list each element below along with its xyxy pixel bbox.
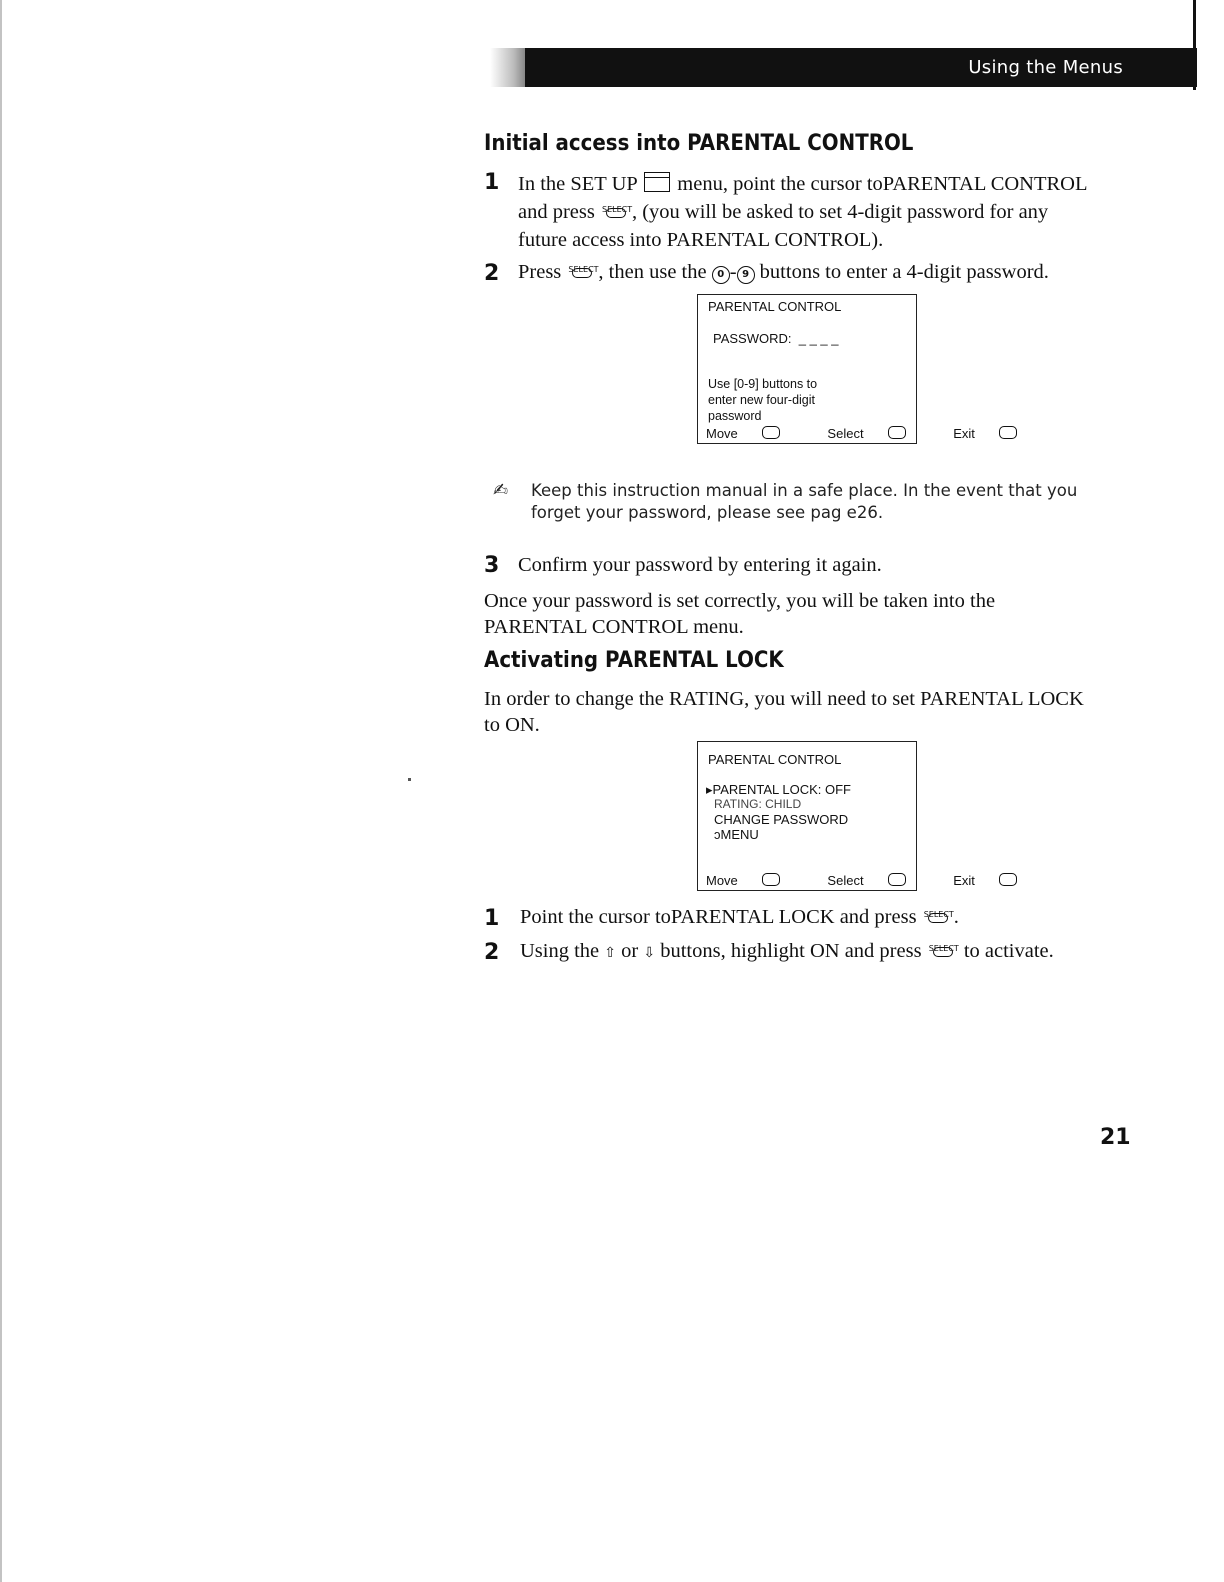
step3-text: Confirm your password by entering it again. xyxy=(518,554,882,576)
osd1-footer: Move Select Exit xyxy=(706,426,1039,441)
osd2-footer: Move Select Exit xyxy=(706,873,1039,888)
step3-number: 3 xyxy=(484,553,500,578)
note-text: Keep this instruction manual in a safe place. In the event that you forget your password, please see pag e26. xyxy=(531,481,1078,522)
select-button-icon: SELECT xyxy=(602,202,630,220)
select-icon xyxy=(888,873,906,886)
section2-intro: In order to change the RATING, you will need to set PARENTAL LOCK to ON. xyxy=(484,688,1084,736)
header-title: Using the Menus xyxy=(968,57,1123,78)
osd2-item-change-password: CHANGE PASSWORD xyxy=(714,812,849,827)
osd1-password-value: _ _ _ _ xyxy=(798,331,839,346)
step2-1-number: 1 xyxy=(484,906,500,931)
osd1-help3: password xyxy=(708,409,762,423)
osd2-title: PARENTAL CONTROL xyxy=(708,752,842,767)
step2-1-text: Point the cursor toPARENTAL LOCK and press SELECT . xyxy=(520,906,959,928)
header-bar xyxy=(525,48,1197,87)
step2-2-number: 2 xyxy=(484,940,500,965)
key-0-icon: 0 xyxy=(712,266,730,284)
section2-heading: Activating PARENTAL LOCK xyxy=(484,648,784,673)
select-button-icon: SELECT xyxy=(929,941,957,959)
note-pencil-icon: ✍ xyxy=(493,480,509,501)
step1-number: 1 xyxy=(484,170,500,195)
select-button-icon: SELECT xyxy=(568,262,596,280)
up-arrow-icon: ⇧ xyxy=(604,946,617,961)
page-edge-left xyxy=(0,0,2,1582)
key-9-icon: 9 xyxy=(737,266,755,284)
osd1-title: PARENTAL CONTROL xyxy=(708,299,842,314)
paragraph-1: Once your password is set correctly, you will be taken into the PARENTAL CONTROL menu. xyxy=(484,590,996,638)
note-box xyxy=(495,480,1125,524)
move-icon xyxy=(762,426,780,439)
osd2-item-parental-lock: ▸PARENTAL LOCK: OFF xyxy=(706,782,851,797)
osd2-item-menu: ↄMENU xyxy=(714,827,759,842)
osd1-help1: Use [0-9] buttons to xyxy=(708,377,818,391)
step2-number: 2 xyxy=(484,261,500,286)
osd1-password-label: PASSWORD: _ _ _ _ xyxy=(713,331,839,346)
select-icon xyxy=(888,426,906,439)
exit-icon xyxy=(999,426,1017,439)
step2-text: Press SELECT , then use the 0 - 9 buttons to enter a 4-digit password. xyxy=(518,261,1049,283)
setup-menu-icon xyxy=(644,172,670,192)
exit-icon xyxy=(999,873,1017,886)
section1-heading: Initial access into PARENTAL CONTROL xyxy=(484,131,914,156)
move-icon xyxy=(762,873,780,886)
page-number: 21 xyxy=(1100,1125,1131,1150)
osd1-help2: enter new four-digit xyxy=(708,393,816,407)
stray-mark xyxy=(408,778,411,781)
down-arrow-icon: ⇩ xyxy=(643,946,656,961)
osd-password-screen xyxy=(697,294,975,444)
osd2-item-rating: RATING: CHILD xyxy=(714,797,802,811)
step1-text: In the SET UP menu, point the cursor toPARENTAL CONTROL and press SELECT , (you will be asked to set 4-digit password for any future access into PARENTAL CONTROL). xyxy=(518,173,1088,251)
osd-parental-menu xyxy=(697,741,975,891)
select-button-icon: SELECT xyxy=(924,907,952,925)
step2-2-text: Using the ⇧ or ⇩ buttons, highlight ON and press SELECT to activate. xyxy=(520,940,1054,962)
